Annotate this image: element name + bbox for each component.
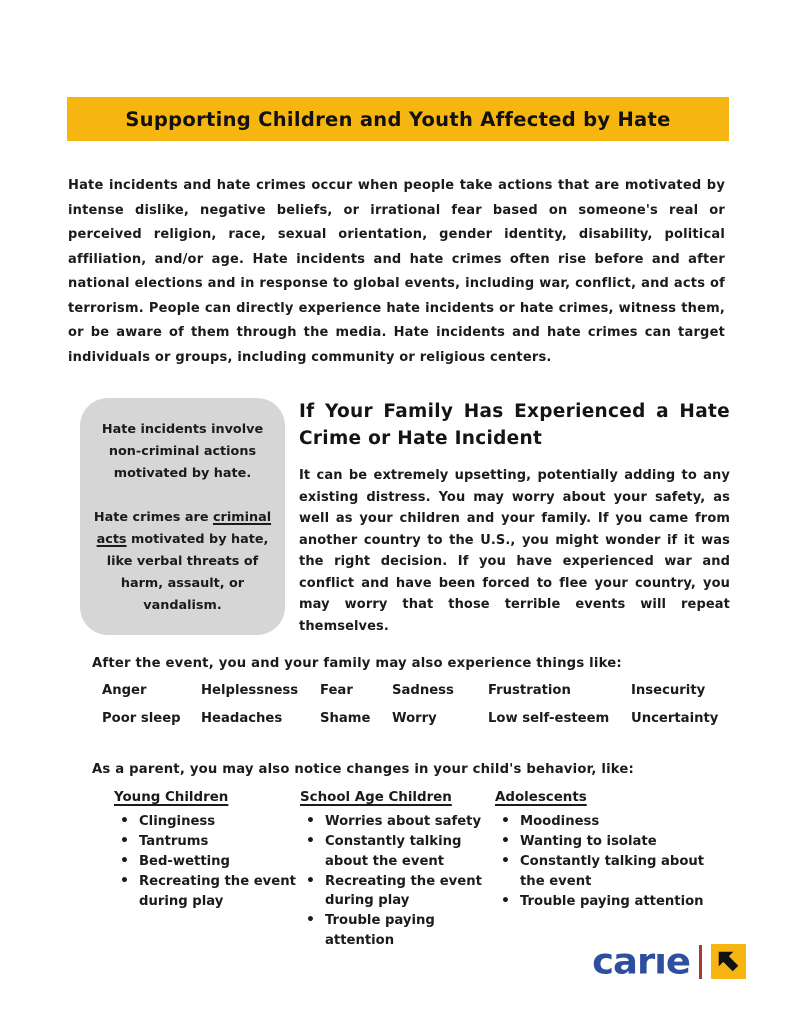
- behavior-item: • Constantly talking about the event: [300, 832, 495, 871]
- behaviors-section: [92, 762, 741, 951]
- column-header: School Age Children: [300, 790, 452, 805]
- feeling-item: Low self-esteem: [488, 711, 610, 726]
- school-age-children-column: [300, 790, 495, 951]
- definition-text: Hate crimes are: [93, 510, 213, 525]
- behavior-list: [114, 812, 300, 911]
- feeling-item: Helplessness: [201, 683, 299, 698]
- section-heading: If Your Family Has Experienced a Hate Crime or Hate Incident: [299, 401, 730, 449]
- behavior-item: • Trouble paying attention: [300, 911, 495, 950]
- hate-crimes-definition: [93, 507, 272, 617]
- logo-divider-bar: [699, 945, 702, 979]
- title-banner: [67, 97, 729, 141]
- adolescents-column: [495, 790, 705, 951]
- section-body: It can be extremely upsetting, potentially adding to any existing distress. You may worry about your safety, as well as your children and your family. If you came from another country to the U.S., you might wonder if it was the right decision. If you have experienced war and conflict and have been forced to flee your country, you may worry that those terrible events will repeat themselves.: [299, 468, 730, 634]
- definition-text-tail: motivated by hate, like verbal threats of harm, assault, or vandalism.: [106, 532, 269, 613]
- column-header: Adolescents: [495, 790, 587, 805]
- behavior-item: • Worries about safety: [300, 812, 495, 832]
- behavior-item: • Trouble paying attention: [495, 892, 705, 912]
- behavior-columns: [114, 790, 741, 951]
- feeling-item: Sadness: [392, 683, 454, 698]
- feeling-item: Worry: [392, 711, 437, 726]
- feeling-item: Headaches: [201, 711, 283, 726]
- callout-and-section: [80, 398, 730, 637]
- behavior-item: • Moodiness: [495, 812, 705, 832]
- column-header: Young Children: [114, 790, 229, 805]
- behavior-item: • Clinginess: [114, 812, 300, 832]
- behavior-item: • Bed-wetting: [114, 852, 300, 872]
- page-title: Supporting Children and Youth Affected by Hate: [125, 107, 671, 131]
- organization-logo: [592, 943, 746, 980]
- behavior-list: [495, 812, 705, 911]
- behavior-item: • Wanting to isolate: [495, 832, 705, 852]
- young-children-column: [114, 790, 300, 951]
- experienced-hate-section: [299, 398, 730, 637]
- irc-arrow-icon: [711, 944, 746, 979]
- feeling-item: Frustration: [488, 683, 571, 698]
- underlined-criminal-acts: criminal acts: [96, 510, 272, 547]
- feelings-section: [92, 656, 735, 726]
- feeling-item: Insecurity: [631, 683, 706, 698]
- behavior-item: • Recreating the event during play: [114, 872, 300, 911]
- behavior-list: [300, 812, 495, 950]
- feeling-item: Uncertainty: [631, 711, 719, 726]
- feeling-item: Anger: [102, 683, 147, 698]
- definitions-callout-box: [80, 398, 285, 635]
- behaviors-lead: As a parent, you may also notice changes in your child's behavior, like:: [92, 762, 635, 777]
- feeling-item: Shame: [320, 711, 371, 726]
- intro-paragraph: Hate incidents and hate crimes occur when people take actions that are motivated by intense dislike, negative beliefs, or irrational fear based on someone's real or perceived religion, race, sexual orientation, gender identity, disability, political affiliation, and/or age. Hate incidents and hate crimes often rise before and after national elections and in response to global events, including war, conflict, and acts of terrorism. People can directly experience hate incidents or hate crimes, witness them, or be aware of them through the media. Hate incidents and hate crimes can target individuals or groups, including community or religious centers.: [68, 178, 725, 365]
- behavior-item: • Constantly talking about the event: [495, 852, 705, 891]
- feelings-grid: [102, 683, 735, 726]
- behavior-item: • Tantrums: [114, 832, 300, 852]
- hate-incidents-definition: Hate incidents involve non-criminal actions motivated by hate.: [101, 422, 264, 481]
- feeling-item: Poor sleep: [102, 711, 181, 726]
- feeling-item: Fear: [320, 683, 353, 698]
- feelings-lead: After the event, you and your family may also experience things like:: [92, 656, 622, 671]
- carie-wordmark: carıe: [592, 941, 690, 982]
- behavior-item: • Recreating the event during play: [300, 872, 495, 911]
